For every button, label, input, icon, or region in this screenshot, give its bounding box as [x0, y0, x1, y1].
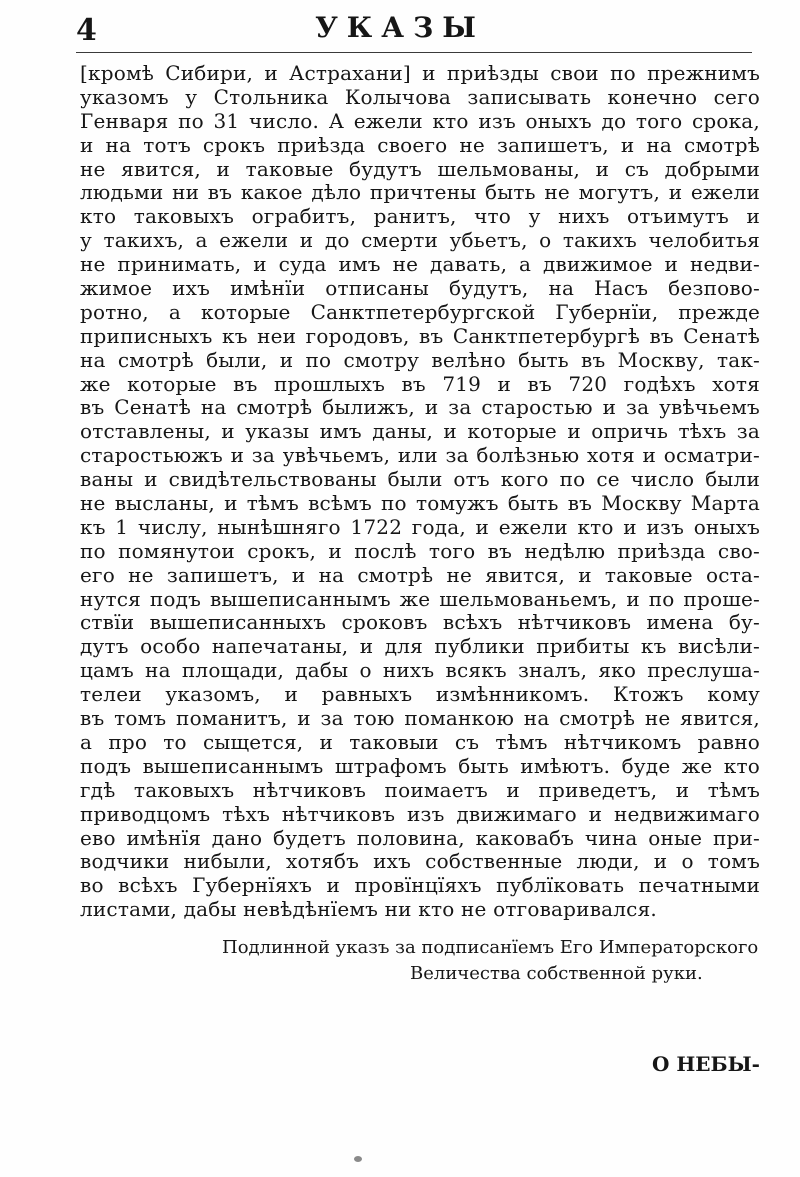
catchword: О НЕБЫ- — [652, 1052, 760, 1076]
body-text — [80, 62, 760, 922]
body-line: ево имѣнїя дано будетъ половина, каковабъ чина оные при- — [80, 825, 760, 850]
body-line: отставлены, и указы имъ даны, и которые и опричь тѣхъ за — [80, 419, 760, 444]
body-line: ствїи вышеписанныхъ сроковъ всѣхъ нѣтчиковъ имена бу- — [80, 610, 760, 635]
body-line: старостьюжъ и за увѣчьемъ, или за болѣзнью хотя и осматри- — [80, 443, 760, 468]
body-line: и на тотъ срокъ приѣзда своего не запишетъ, и на смотрѣ — [80, 132, 760, 157]
body-line: листами, дабы невѣдѣнїемъ ни кто не отговаривался. — [80, 897, 657, 922]
body-line: цамъ на площади, дабы о нихъ всякъ зналъ, яко преслуша- — [80, 658, 760, 683]
body-line: дутъ особо напечатаны, и для публики прибиты къ висѣли- — [80, 634, 760, 659]
body-line: [кромѣ Сибири, и Астрахани] и приѣзды свои по прежнимъ — [80, 61, 760, 85]
body-line: его не запишетъ, и на смотрѣ не явится, и таковые оста- — [80, 562, 760, 587]
body-line: приписныхъ къ неи городовъ, въ Санктпетербургѣ въ Сенатѣ — [80, 323, 760, 348]
body-line: водчики нибыли, хотябъ ихъ собственные люди, и о томъ — [80, 849, 760, 874]
body-line: указомъ у Стольника Колычова записывать конечно сего — [80, 84, 760, 109]
body-line: въ Сенатѣ на смотрѣ былижъ, и за старостью и за увѣчьемъ — [80, 395, 760, 420]
body-line: въ томъ поманитъ, и за тою поманкою на смотрѣ не явится, — [80, 706, 760, 731]
running-title: УКАЗЫ — [315, 11, 485, 44]
body-line: гдѣ таковыхъ нѣтчиковъ поимаетъ и приведетъ, и тѣмъ — [80, 777, 760, 802]
body-line: у такихъ, а ежели и до смерти убьетъ, о такихъ челобитья — [80, 228, 760, 253]
body-line: не принимать, и суда имъ не давать, а движимое и недви- — [80, 252, 760, 277]
page-mark — [354, 1156, 362, 1162]
header-rule — [76, 52, 752, 53]
body-line: приводцомъ тѣхъ нѣтчиковъ изъ движимаго и недвижимаго — [80, 801, 760, 826]
body-line: не явится, и таковые будутъ шельмованы, и съ добрыми — [80, 156, 760, 181]
body-line: во всѣхъ Губернїяхъ и провїнцїяхъ публїковать печатными — [80, 873, 760, 898]
body-line: кто таковыхъ ограбитъ, ранитъ, что у нихъ отъимутъ и — [80, 204, 760, 229]
body-line: Генваря по 31 число. А ежели кто изъ оныхъ до того срока, — [80, 108, 760, 133]
body-line: жимое ихъ имѣнїи отписаны будутъ, на Насъ безпово- — [80, 276, 760, 301]
body-line: ваны и свидѣтельствованы были отъ кого по се число были — [80, 467, 760, 492]
body-line: на смотрѣ были, и по смотру велѣно быть въ Москву, так- — [80, 347, 760, 372]
body-line: по помянутои срокъ, и послѣ того въ недѣлю приѣзда сво- — [80, 538, 760, 563]
body-line: телеи указомъ, и равныхъ измѣнникомъ. Ктожъ кому — [80, 682, 760, 707]
body-line: ротно, а которые Санктпетербургской Губернїи, прежде — [80, 299, 760, 324]
body-line: людьми ни въ какое дѣло причтены быть не могутъ, и ежели — [80, 180, 760, 205]
body-line: нутся подъ вышеписаннымъ же шельмованьемъ, и по проше- — [80, 586, 760, 611]
body-line: же которые въ прошлыхъ въ 719 и въ 720 годѣхъ хотя — [80, 371, 760, 396]
body-line: не высланы, и тѣмъ всѣмъ по томужъ быть въ Москву Марта — [80, 491, 760, 516]
body-line: къ 1 числу, нынѣшняго 1722 года, и ежели кто и изъ оныхъ — [80, 514, 760, 539]
page-number: 4 — [76, 13, 97, 48]
signature-line-2: Величества собственной руки. — [410, 963, 703, 984]
body-line: а про то сыщется, и таковыи съ тѣмъ нѣтчикомъ равно — [80, 729, 760, 754]
body-line: подъ вышеписаннымъ штрафомъ быть имѣютъ. буде же кто — [80, 753, 760, 778]
signature-line-1: Подлинной указъ за подписанїемъ Его Императорского — [222, 937, 759, 958]
